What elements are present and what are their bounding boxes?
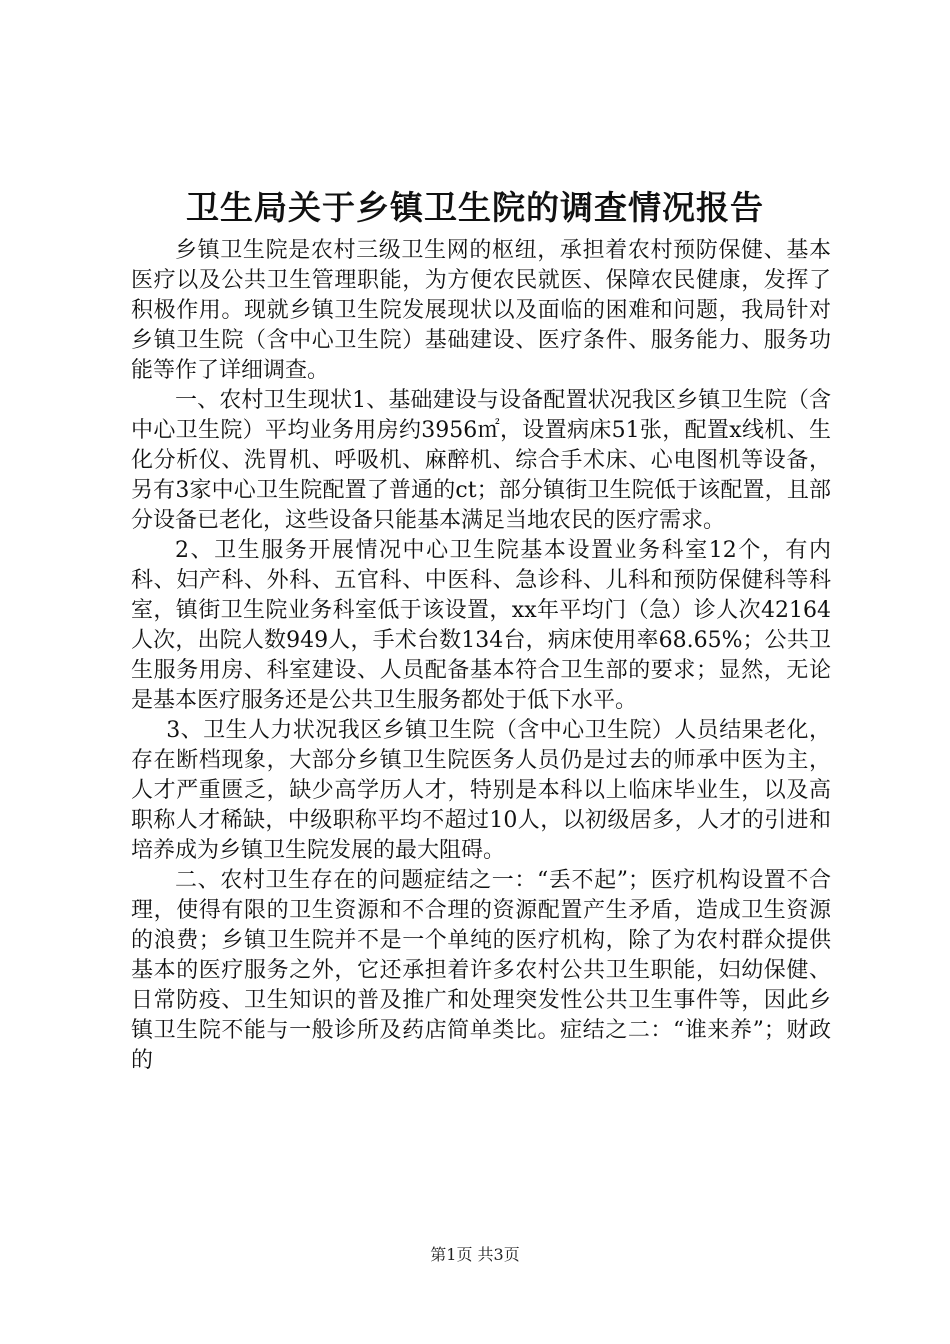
document-body (131, 236, 831, 1076)
document-title: 卫生局关于乡镇卫生院的调查情况报告 (186, 188, 764, 227)
page-number-footer: 第1页 共3页 (430, 1245, 520, 1264)
paragraph-section-1: 一、农村卫生现状1、基础建设与设备配置状况我区乡镇卫生院（含中心卫生院）平均业务用房约3956㎡，设置病床51张，配置x线机、生化分析仪、洗胃机、呼吸机、麻醉机、综合手术床、心电图机等设备，另有3家中心卫生院配置了普通的ct；部分镇街卫生院低于该配置，且部分设备已老化，这些设备只能基本满足当地农民的医疗需求。 (131, 388, 831, 533)
paragraph-section-1-3: 3、卫生人力状况我区乡镇卫生院（含中心卫生院）人员结果老化，存在断档现象，大部分乡镇卫生院医务人员仍是过去的师承中医为主，人才严重匮乏，缺少高学历人才，特别是本科以上临床毕业生，以及高职称人才稀缺，中级职称平均不超过10人，以初级居多，人才的引进和培养成为乡镇卫生院发展的最大阻碍。 (131, 718, 831, 863)
paragraph-intro: 乡镇卫生院是农村三级卫生网的枢纽，承担着农村预防保健、基本医疗以及公共卫生管理职能，为方便农民就医、保障农民健康，发挥了积极作用。现就乡镇卫生院发展现状以及面临的困难和问题，我局针对乡镇卫生院（含中心卫生院）基础建设、医疗条件、服务能力、服务功能等作了详细调查。 (131, 238, 831, 383)
paragraph-section-1-2: 2、卫生服务开展情况中心卫生院基本设置业务科室12个，有内科、妇产科、外科、五官科、中医科、急诊科、儿科和预防保健科等科室，镇街卫生院业务科室低于该设置，xx年平均门（急）诊人次42164人次，出院人数949人，手术台数134台，病床使用率68.65%；公共卫生服务用房、科室建设、人员配备基本符合卫生部的要求；显然，无论是基本医疗服务还是公共卫生服务都处于低下水平。 (131, 538, 831, 713)
paragraph-section-2: 二、农村卫生存在的问题症结之一：“丢不起”；医疗机构设置不合理，使得有限的卫生资源和不合理的资源配置产生矛盾，造成卫生资源的浪费；乡镇卫生院并不是一个单纯的医疗机构，除了为农村群众提供基本的医疗服务之外，它还承担着许多农村公共卫生职能，妇幼保健、日常防疫、卫生知识的普及推广和处理突发性公共卫生事件等，因此乡镇卫生院不能与一般诊所及药店简单类比。症结之二：“谁来养”；财政的 (131, 868, 831, 1073)
